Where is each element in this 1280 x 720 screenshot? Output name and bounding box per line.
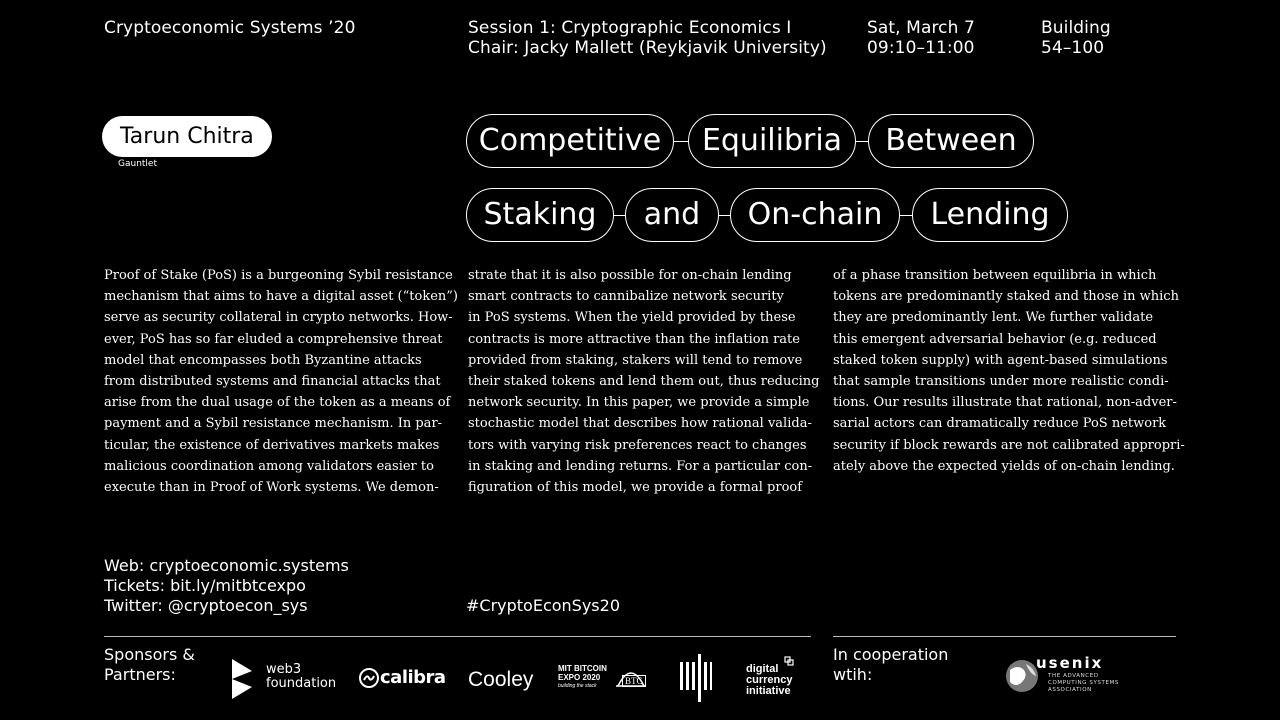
abstract-line: they are predominantly lent. We further validate	[833, 310, 1154, 326]
abstract-line: payment and a Sybil resistance mechanism. In par-	[104, 416, 443, 432]
abstract-column-2	[468, 265, 820, 498]
abstract-line: this emergent adversarial behavior (e.g. reduced	[833, 331, 1157, 347]
title-word-pill: Between	[868, 114, 1034, 168]
title-connector	[856, 141, 868, 142]
dci-logo-text: currency	[746, 674, 793, 686]
usenix-tagline: THE ADVANCED	[1048, 673, 1099, 679]
mit-bitcoin-expo-logo	[558, 664, 648, 694]
title-connector	[674, 141, 688, 142]
calibra-logo-text: calibra	[380, 667, 446, 688]
abstract-line: smart contracts to cannibalize network security	[468, 289, 784, 305]
speaker-name: Tarun Chitra	[102, 116, 272, 157]
title-word-pill: On-chain	[730, 188, 900, 242]
mit-logo-text: EXPO 2020	[558, 673, 601, 682]
calibra-logo	[358, 667, 446, 691]
usenix-tagline: COMPUTING SYSTEMS	[1048, 680, 1119, 686]
cooperation-divider	[833, 636, 1176, 637]
session-time: 09:10–11:00	[867, 38, 975, 58]
title-word-pill: and	[625, 188, 719, 242]
calibra-mark-icon	[358, 667, 380, 689]
abstract-column-3	[833, 265, 1185, 477]
abstract-line: tions. Our results illustrate that rational, non-adver-	[833, 395, 1177, 411]
tickets-link[interactable]: Tickets: bit.ly/mitbtcexpo	[104, 576, 306, 595]
mit-stripes-logo	[679, 654, 713, 702]
title-word-pill: Competitive	[466, 114, 674, 168]
abstract-line: provided from staking, stakers will tend to remove	[468, 352, 803, 368]
abstract-line: mechanism that aims to have a digital asset (“token”)	[104, 289, 458, 305]
web3-logo-text: foundation	[266, 676, 337, 691]
abstract-line: stochastic model that describes how rational valida-	[468, 416, 812, 432]
session-info	[468, 18, 827, 58]
abstract-line: ticular, the existence of derivatives markets makes	[104, 437, 440, 453]
abstract-line: in PoS systems. When the yield provided by these	[468, 310, 796, 326]
abstract-line: tors with varying risk preferences react to changes	[468, 437, 807, 453]
title-word-pill: Lending	[912, 188, 1068, 242]
title-connector	[614, 215, 625, 216]
abstract-line: strate that it is also possible for on-chain lending	[468, 268, 792, 283]
talk-title-line-2	[466, 188, 1070, 244]
cooley-logo: Cooley	[468, 668, 534, 691]
abstract-line: network security. In this paper, we provide a simple	[468, 395, 810, 411]
abstract-line: ately above the expected yields of on-chain lending.	[833, 458, 1175, 474]
speaker-affiliation: Gauntlet	[118, 159, 157, 169]
abstract-line: serve as security collateral in crypto networks. How-	[104, 310, 453, 326]
abstract-line: arise from the dual usage of the token as a means of	[104, 395, 451, 411]
abstract-column-1	[104, 265, 458, 498]
building-label: Building	[1041, 18, 1111, 38]
session-chair: Chair: Jacky Mallett (Reykjavik University)	[468, 38, 827, 58]
cooperation-label-line: In cooperation	[833, 645, 949, 664]
abstract-line: execute than in Proof of Work systems. We demon-	[104, 480, 439, 496]
abstract-line: that sample transitions under more realistic condi-	[833, 374, 1169, 390]
cooperation-label	[833, 645, 948, 685]
abstract-line: model that encompasses both Byzantine attacks	[104, 352, 422, 368]
abstract-line: in staking and lending returns. For a particular con-	[468, 458, 813, 474]
event-links	[104, 556, 349, 616]
title-connector	[719, 215, 730, 216]
web3-mark-icon	[230, 657, 254, 701]
mit-logo-text: MIT BITCOIN	[558, 664, 607, 673]
session-title: Session 1: Cryptographic Economics I	[468, 18, 792, 38]
abstract-line: figuration of this model, we provide a formal proof	[468, 480, 803, 496]
abstract-line: ever, PoS has so far eluded a comprehensive threat	[104, 331, 443, 347]
building-number: 54–100	[1041, 38, 1105, 58]
mit-badge-text: BTC	[622, 675, 646, 687]
abstract-line: sarial actors can dramatically reduce PoS network	[833, 416, 1167, 432]
abstract-line: Proof of Stake (PoS) is a burgeoning Sybil resistance	[104, 268, 453, 283]
web-link[interactable]: Web: cryptoeconomic.systems	[104, 556, 349, 575]
title-word-pill: Equilibria	[688, 114, 856, 168]
dci-logo	[746, 662, 806, 700]
dci-logo-text: initiative	[746, 685, 791, 697]
session-location	[1041, 18, 1111, 58]
conference-name	[104, 18, 355, 38]
twitter-link[interactable]: Twitter: @cryptoecon_sys	[104, 596, 308, 615]
abstract-line: of a phase transition between equilibria in which	[833, 268, 1157, 283]
session-date: Sat, March 7	[867, 18, 975, 38]
title-connector	[900, 215, 912, 216]
web3-foundation-logo	[230, 657, 340, 701]
conference-title: Cryptoeconomic Systems ’20	[104, 18, 356, 38]
usenix-logo	[1004, 655, 1134, 697]
usenix-globe-icon	[1004, 658, 1040, 694]
dci-logo-text: digital	[746, 663, 779, 675]
dci-mark-icon	[784, 656, 794, 666]
cooperation-label-line: wtih:	[833, 665, 873, 684]
talk-title-line-1	[466, 114, 1036, 170]
sponsors-label-line: Sponsors &	[104, 645, 195, 664]
mit-logo-tagline: building the stack	[558, 683, 597, 689]
abstract-line: security if block rewards are not calibrated appropri-	[833, 437, 1185, 453]
sponsors-divider	[104, 636, 811, 637]
web3-logo-text: web3	[266, 662, 302, 677]
event-hashtag: #CryptoEconSys20	[466, 596, 620, 615]
usenix-logo-text: usenix	[1036, 654, 1104, 672]
abstract-line: contracts is more attractive than the inflation rate	[468, 331, 800, 347]
abstract-line: their staked tokens and lend them out, thus reducing	[468, 374, 820, 390]
abstract-line: tokens are predominantly staked and those in which	[833, 289, 1179, 305]
usenix-tagline: ASSOCIATION	[1048, 687, 1092, 693]
abstract-line: from distributed systems and financial attacks that	[104, 374, 441, 390]
abstract-line: staked token supply) with agent-based simulations	[833, 352, 1168, 368]
abstract-line: malicious coordination among validators easier to	[104, 458, 434, 474]
title-word-pill: Staking	[466, 188, 614, 242]
session-datetime	[867, 18, 975, 58]
sponsors-label	[104, 645, 195, 685]
sponsors-label-line: Partners:	[104, 665, 176, 684]
